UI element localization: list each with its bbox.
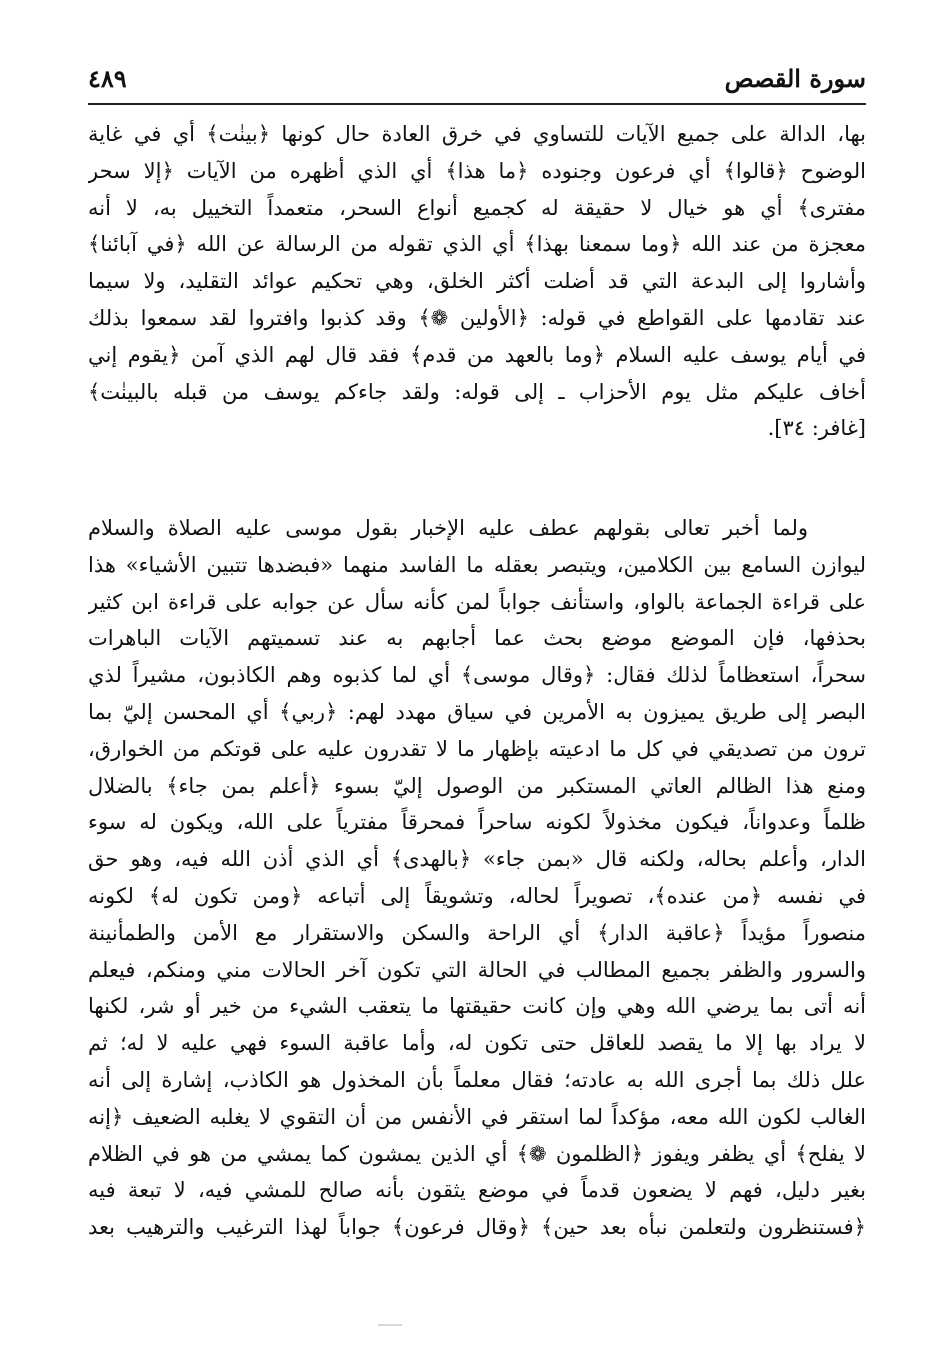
text-line: لا يفلح﴾ أي يظفر ويفوز ﴿الظلمون ❁﴾ أي الذين يمشون كما يمشي من هو في الظلام [88, 1141, 866, 1166]
text-line: بحذفها، فإن الموضع موضع بحث عما أجابهم به عند تسميتهم الآيات الباهرات [88, 626, 866, 651]
page-header [88, 62, 866, 100]
citation-line: [غافر: ٣٤]. [767, 416, 866, 441]
text-line: مفترى﴾ أي هو خيال لا حقيقة له كجميع أنواع السحر، متعمداً التخييل به، لا أنه [88, 195, 866, 220]
text-line: الغالب لكون الله معه، مؤكداً لما استقر في الأنفس من أن التقوي لا يغلبه الضعيف ﴿إنه [88, 1104, 866, 1129]
text-line: ﴿فستنظرون ولتعلمن نبأه بعد حين﴾ ﴿وقال فرعون﴾ جواباً لهذا الترغيب والترهيب بعد [88, 1215, 866, 1240]
text-line: والسرور والظفر بجميع المطالب في الحالة التي تكون آخر الحالات مني ومنكم، فيعلم [88, 957, 866, 982]
text-line: في أيام يوسف عليه السلام ﴿وما بالعهد من قدم﴾ فقد قال لهم الذي آمن ﴿يقوم إني [88, 342, 866, 367]
text-line: لا يراد بها إلا ما يقصد للعاقل حتى تكون له، وأما عاقبة السوء فهي عليه لا له؛ ثم [88, 1031, 866, 1056]
text-line: علل ذلك بما أجرى الله به عادته؛ فقال معلماً بأن المخذول هو الكاذب، إشارة إلى أنه [88, 1067, 866, 1092]
text-line: معجزة من عند الله ﴿وما سمعنا بهذا﴾ أي الذي تقوله من الرسالة عن الله ﴿في آبائنا﴾ [88, 232, 866, 257]
text-line: ترون من تصديقي في كل ما ادعيته بإظهار ما لا تقدرون عليه على قوتكم من الخوارق، [88, 736, 866, 761]
text-line: أنه أتى بما يرضي الله وهي وإن كانت حقيقتها ما يتعقب الشيء من خير أو شر، لكنها [88, 994, 866, 1019]
text-line: منصوراً مؤيداً ﴿عاقبة الدار﴾ أي الراحة والسكن والاستقرار مع الأمن والطمأنينة [88, 920, 866, 945]
text-line: سحراً، استعظاماً لذلك فقال: ﴿وقال موسى﴾ أي لما كذبوه وهم الكاذبون، مشيراً لذي [88, 663, 866, 688]
text-line: الدار، وأعلم بحاله، ولكنه قال «بمن جاء» ﴿بالهدى﴾ أي الذي أذن الله فيه، وهو حق [88, 847, 866, 872]
commentary-paragraph-1 [88, 116, 866, 447]
text-line: وأشاروا إلى البدعة التي قد أضلت أكثر الخلق، وهي تحكيم عوائد التقليد، ولا سيما [88, 269, 866, 294]
text-line: ليوازن السامع بين الكلامين، ويتبصر بعقله ما الفاسد منهما «فبضدها تتبين الأشياء» هذا [88, 552, 866, 577]
text-line: على قراءة الجماعة بالواو، واستأنف جواباً لمن كأنه سأل عن جوابه على قراءة ابن كثير [88, 589, 866, 614]
header-rule [88, 103, 866, 105]
text-line: أخاف عليكم مثل يوم الأحزاب ـ إلى قوله: ولقد جاءكم يوسف من قبله بالبينٰت﴾ [88, 379, 866, 404]
text-line: عند تقادمها على القواطع في قوله: ﴿الأولين ❁﴾ وقد كذبوا وافتروا لقد سمعوا بذلك [88, 305, 866, 330]
page-number: ٤٨٩ [88, 64, 127, 93]
text-line: بها، الدالة على جميع الآيات للتساوي في خرق العادة حال كونها ﴿بينٰت﴾ أي في غاية [88, 122, 866, 146]
text-line: الوضوح ﴿قالوا﴾ أي فرعون وجنوده ﴿ما هذا﴾ أي الذي أظهره من الآيات ﴿إلا سحر [88, 158, 866, 183]
text-line: ولما أخبر تعالى بقولهم عطف عليه الإخبار بقول موسى عليه الصلاة والسلام [88, 516, 808, 540]
scan-mark [378, 1324, 402, 1326]
text-line: في نفسه ﴿من عنده﴾، تصويراً لحاله، وتشويقاً إلى أتباعه ﴿ومن تكون له﴾ لكونه [88, 883, 866, 908]
surah-title: سورة القصص [724, 64, 866, 93]
text-line: ومنع هذا الظالم العاتي المستكبر من الوصول إليّ بسوء ﴿أعلم بمن جاء﴾ بالضلال [88, 773, 866, 798]
text-line: بغير دليل، فهم لا يضعون قدماً في موضع يثقون بأنه صالح للمشي فيه، لا تبعة فيه [88, 1178, 866, 1203]
commentary-paragraph-2 [88, 510, 866, 1246]
text-line: البصر إلى طريق يميزون به الأمرين في سياق مهدد لهم: ﴿ربي﴾ أي المحسن إليّ بما [88, 699, 866, 724]
text-line: ظلماً وعدواناً، فيكون مخذولاً لكونه ساحراً فمحرقاً مفترياً على الله، ويكون له سوء [88, 810, 866, 835]
